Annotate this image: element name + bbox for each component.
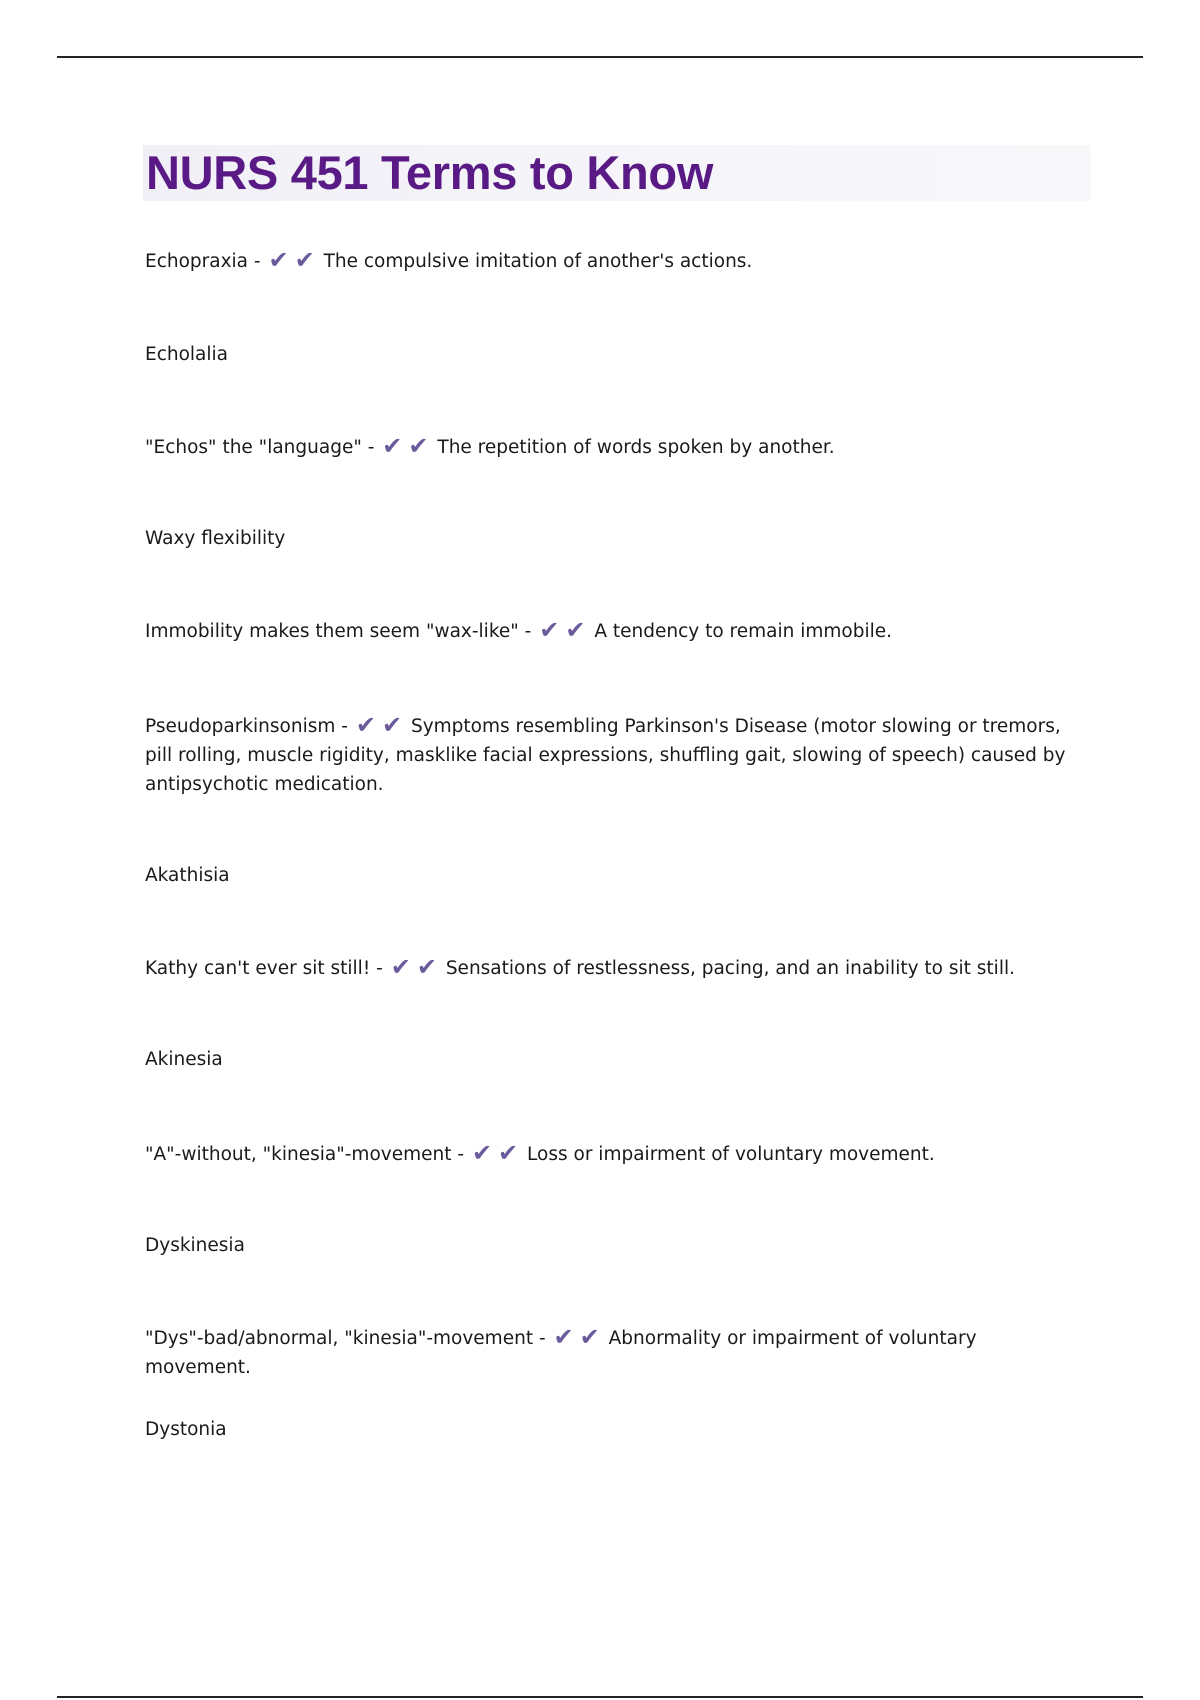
check-icon: ✔: [390, 953, 411, 981]
check-icon: ✔: [416, 953, 437, 981]
page-title: NURS 451 Terms to Know: [146, 146, 714, 199]
term-label: Echolalia: [145, 344, 228, 365]
term-entry: [145, 1324, 1085, 1382]
bottom-rule: [57, 1696, 1143, 1698]
term-entry: [145, 247, 1085, 276]
check-icon: ✔: [579, 1323, 600, 1351]
term-entry: [145, 712, 1085, 799]
term-entry: [145, 340, 1085, 369]
term-definition: Abnormality or impairment of voluntary movement.: [145, 1328, 977, 1378]
term-entry: [145, 433, 1085, 462]
term-entry: [145, 861, 1085, 890]
term-label: Pseudoparkinsonism -: [145, 716, 348, 737]
check-icon: ✔: [565, 616, 586, 644]
term-label: Dyskinesia: [145, 1235, 245, 1256]
term-label: "Dys"-bad/abnormal, "kinesia"-movement -: [145, 1328, 546, 1349]
term-label: Dystonia: [145, 1419, 227, 1440]
term-label: Akinesia: [145, 1049, 223, 1070]
term-label: Waxy flexibility: [145, 528, 286, 549]
term-label: Echopraxia -: [145, 251, 261, 272]
term-entry: [145, 1415, 1085, 1444]
check-icon: ✔: [355, 711, 376, 739]
term-entry: [145, 617, 1085, 646]
check-icon: ✔: [382, 432, 403, 460]
term-label: "Echos" the "language" -: [145, 437, 375, 458]
check-icon: ✔: [498, 1139, 519, 1167]
term-definition: Symptoms resembling Parkinson's Disease (motor slowing or tremors, pill rolling, muscle rigidity, masklike facial expressions, shuffling gait, slowing of speech) caused by antipsychotic medication.: [145, 716, 1066, 795]
term-entry: [145, 1140, 1085, 1169]
check-icon: ✔: [408, 432, 429, 460]
term-definition: Loss or impairment of voluntary movement.: [527, 1144, 935, 1165]
term-label: Akathisia: [145, 865, 230, 886]
term-definition: The repetition of words spoken by another.: [437, 437, 835, 458]
check-icon: ✔: [553, 1323, 574, 1351]
check-icon: ✔: [381, 711, 403, 739]
term-label: Kathy can't ever sit still! -: [145, 958, 383, 979]
term-entry: [145, 1231, 1085, 1260]
term-entry: [145, 524, 1085, 553]
term-label: "A"-without, "kinesia"-movement -: [145, 1144, 465, 1165]
term-entry: [145, 1045, 1085, 1074]
term-definition: Sensations of restlessness, pacing, and an inability to sit still.: [445, 958, 1015, 979]
check-icon: ✔: [471, 1139, 493, 1167]
check-icon: ✔: [268, 246, 289, 274]
term-label: Immobility makes them seem "wax-like" -: [145, 621, 532, 642]
term-definition: A tendency to remain immobile.: [594, 621, 892, 642]
top-rule: [57, 56, 1143, 58]
term-definition: The compulsive imitation of another's actions.: [323, 251, 753, 272]
term-entry: [145, 954, 1085, 983]
check-icon: ✔: [539, 616, 560, 644]
check-icon: ✔: [294, 246, 315, 274]
